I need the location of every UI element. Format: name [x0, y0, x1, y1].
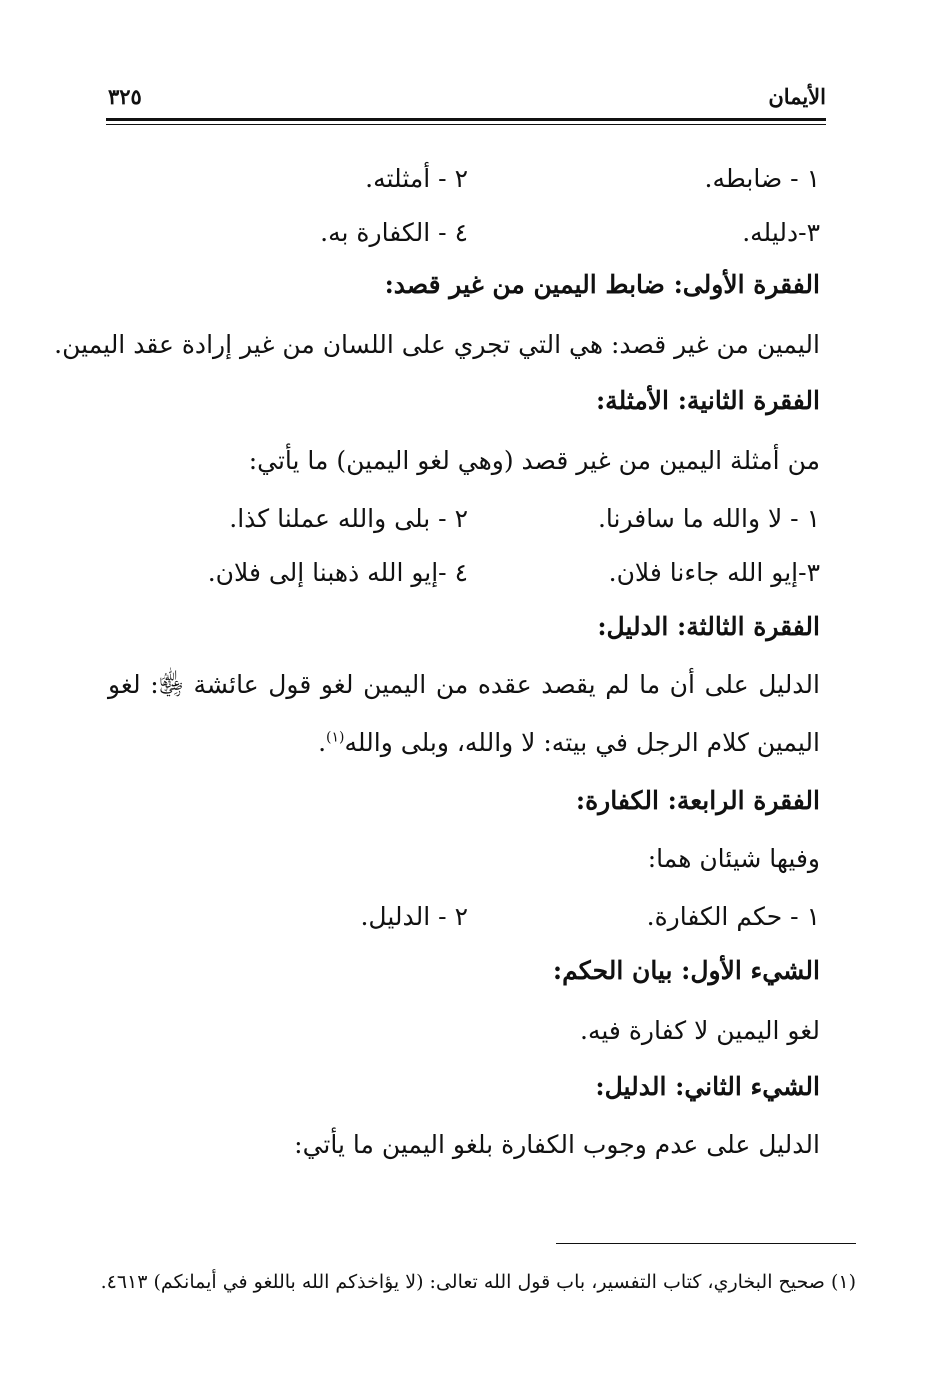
page-number: ٣٢٥ — [108, 84, 142, 109]
list-item: ١ - حكم الكفارة. — [646, 902, 820, 931]
paragraph-text: اليمين كلام الرجل في بيته: لا والله، وبلى والله — [344, 728, 820, 757]
list-item: ١ - لا والله ما سافرنا. — [597, 504, 820, 533]
section-heading: الفقرة الأولى: ضابط اليمين من غير قصد: — [384, 270, 820, 299]
section-heading: الفقرة الثانية: الأمثلة: — [595, 386, 820, 415]
running-title: الأيمان — [768, 84, 826, 109]
footnote-reference[interactable]: (١) — [326, 729, 345, 746]
list-item: ١ - ضابطه. — [704, 164, 820, 193]
list-item: ٣-إيو الله جاءنا فلان. — [608, 558, 820, 587]
list-item: ٣-دليله. — [742, 218, 820, 247]
paragraph-line: الدليل على أن ما لم يقصد عقده من اليمين لغو قول عائشة ﵂: لغو — [108, 670, 820, 699]
subsection-heading: الشيء الثاني: الدليل: — [595, 1072, 820, 1101]
header-rule-thin — [106, 124, 826, 125]
list-item: ٤ -إيو الله ذهبنا إلى فلان. — [207, 558, 468, 587]
subsection-heading: الشيء الأول: بيان الحكم: — [552, 956, 820, 985]
section-heading: الفقرة الثالثة: الدليل: — [597, 612, 820, 641]
paragraph: وفيها شيئان هما: — [647, 844, 820, 873]
list-item: ٢ - أمثلته. — [365, 164, 468, 193]
paragraph: اليمين من غير قصد: هي التي تجري على اللسان من غير إرادة عقد اليمين. — [54, 330, 820, 359]
paragraph: الدليل على عدم وجوب الكفارة بلغو اليمين ما يأتي: — [294, 1130, 820, 1159]
header-rule-thick — [106, 118, 826, 121]
section-heading: الفقرة الرابعة: الكفارة: — [575, 786, 820, 815]
list-item: ٢ - الدليل. — [360, 902, 468, 931]
list-item: ٤ - الكفارة به. — [320, 218, 468, 247]
paragraph: لغو اليمين لا كفارة فيه. — [580, 1016, 820, 1045]
list-item: ٢ - بلى والله عملنا كذا. — [229, 504, 468, 533]
footnote: (١) صحيح البخاري، كتاب التفسير، باب قول الله تعالى: (لا يؤاخذكم الله باللغو في أيمانكم) ٤٦١٣. — [100, 1271, 856, 1293]
paragraph-line — [108, 726, 820, 760]
footnote-separator — [556, 1243, 856, 1244]
paragraph-end: . — [318, 728, 327, 757]
page-header — [108, 84, 826, 114]
paragraph: من أمثلة اليمين من غير قصد (وهي لغو اليمين) ما يأتي: — [248, 446, 820, 475]
